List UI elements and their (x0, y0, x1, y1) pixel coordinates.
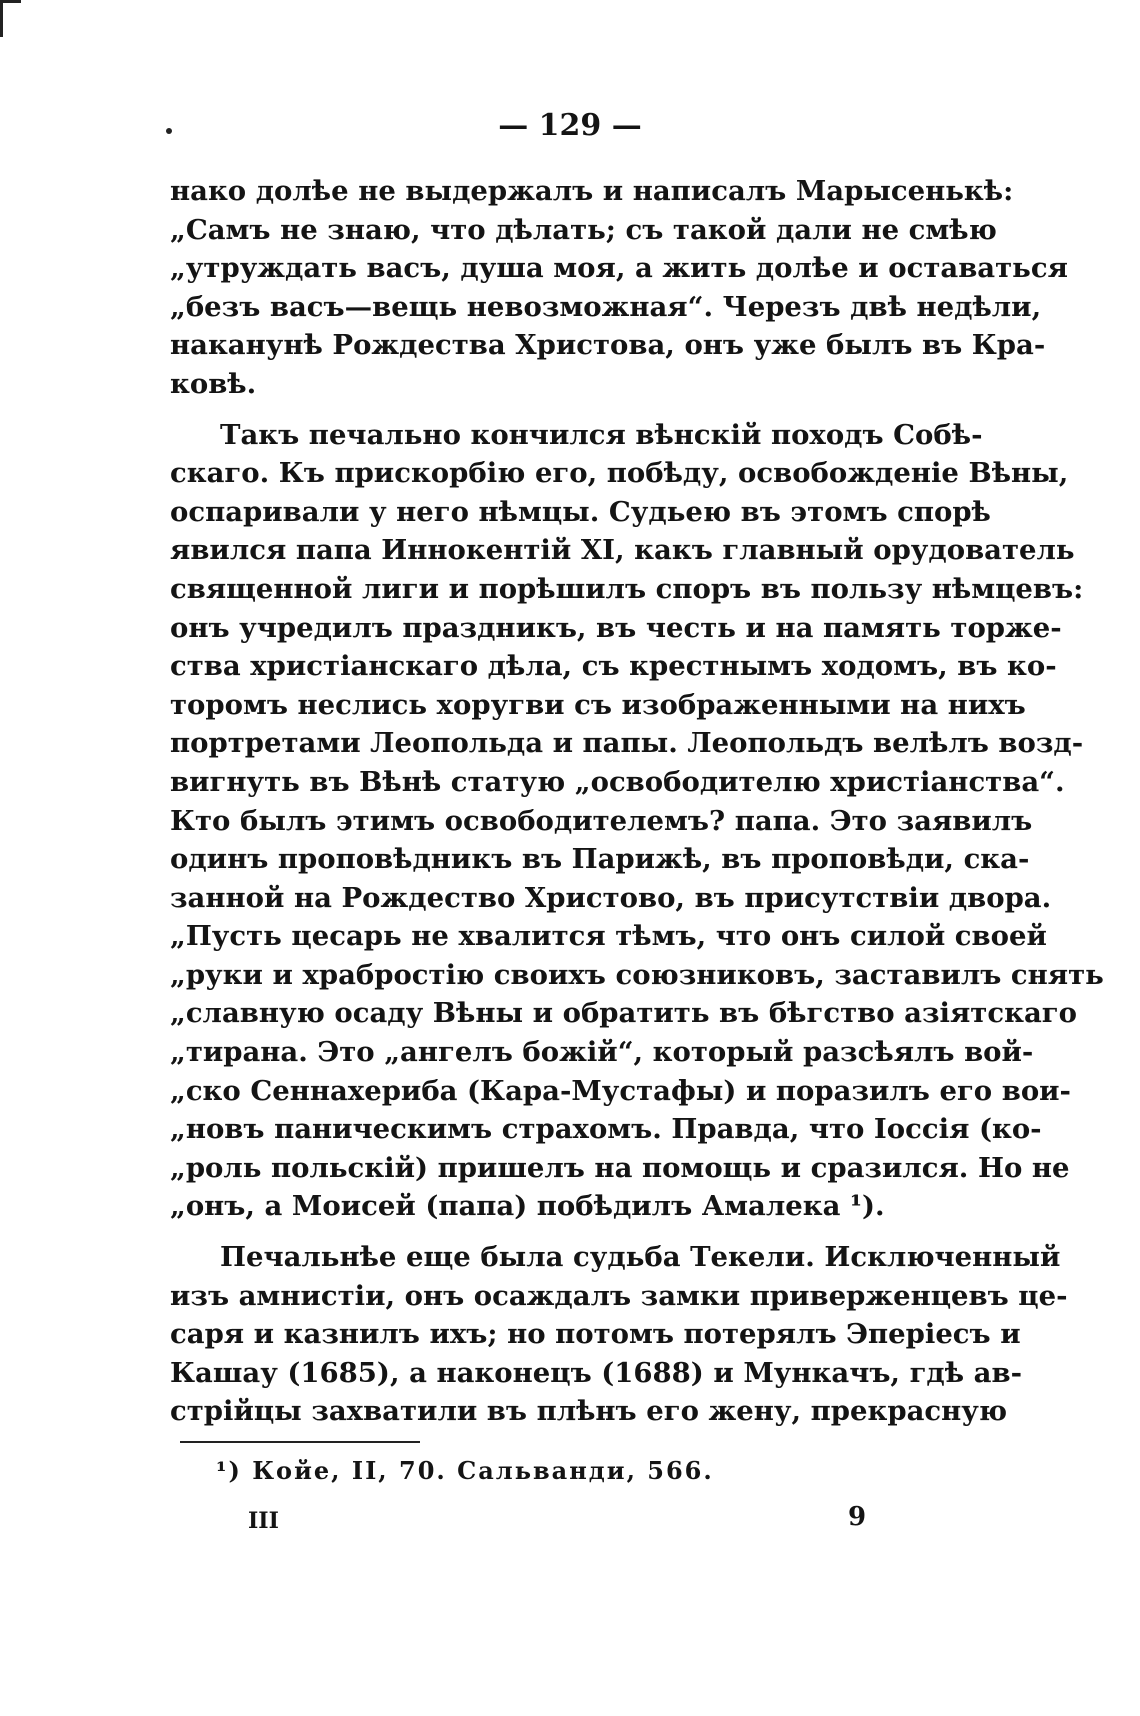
page-number-header: — 129 — (498, 108, 642, 143)
text-line: „безъ васъ—вещь невозможная“. Черезъ двѣ недѣли, (170, 290, 1042, 323)
paragraph (170, 1238, 1068, 1431)
text-line: вигнуть въ Вѣнѣ статую „освободителю христіанства“. (170, 765, 1065, 798)
text-line: „Самъ не знаю, что дѣлать; съ такой дали не смѣю (170, 213, 997, 246)
text-line: „Пусть цесарь не хвалится тѣмъ, что онъ силой своей (170, 920, 1047, 953)
text-line: скаго. Къ прискорбію его, побѣду, освобожденіе Вѣны, (170, 457, 1069, 490)
text-line: нако долѣе не выдержалъ и написалъ Марысенькѣ: (170, 175, 1014, 207)
footnote: ¹) Койе, II, 70. Сальванди, 566. (216, 1456, 714, 1485)
text-line: явился папа Иннокентій XI, какъ главный орудователь (170, 534, 1075, 567)
text-line: „онъ, а Моисей (папа) побѣдилъ Амалека ¹). (170, 1190, 885, 1223)
text-line: „славную осаду Вѣны и обратить въ бѣгство азіятскаго (170, 997, 1077, 1030)
text-line: стрійцы захватили въ плѣнъ его жену, прекрасную (170, 1395, 1008, 1428)
scan-corner-mark (0, 0, 21, 37)
text-line: „новъ паническимъ страхомъ. Правда, что Іоссія (ко- (170, 1113, 1042, 1146)
text-line: Печальнѣе еще была судьба Текели. Исключенный (220, 1241, 1061, 1274)
text-line: ковѣ. (170, 367, 257, 400)
text-line: занной на Рождество Христово, въ присутствіи двора. (170, 881, 1052, 914)
text-line: ства христіанскаго дѣла, съ крестнымъ ходомъ, въ ко- (170, 650, 1057, 683)
text-line: Кто былъ этимъ освободителемъ? папа. Это заявилъ (170, 804, 1033, 837)
paragraph (170, 416, 1104, 1226)
text-line: оспаривали у него нѣмцы. Судьею въ этомъ спорѣ (170, 495, 991, 528)
text-line: саря и казнилъ ихъ; но потомъ потерялъ Эперіесъ и (170, 1318, 1021, 1351)
footnote-divider (180, 1441, 420, 1443)
text-line: онъ учредилъ праздникъ, въ честь и на память торже- (170, 611, 1062, 644)
body-text (170, 172, 1104, 1431)
text-line: „ско Сеннахериба (Кара-Мустафы) и поразилъ его вои- (170, 1074, 1071, 1107)
text-line: Такъ печально кончился вѣнскій походъ Собѣ- (220, 418, 983, 451)
text-line: Кашау (1685), а наконецъ (1688) и Мункачъ, гдѣ ав- (170, 1356, 1023, 1389)
text-line: изъ амнистіи, онъ осаждалъ замки приверженцевъ це- (170, 1279, 1068, 1312)
signature-number: 9 (848, 1502, 867, 1532)
text-line: священной лиги и порѣшилъ споръ въ пользу нѣмцевъ: (170, 572, 1084, 605)
text-line: „роль польскій) пришелъ на помощь и сразился. Но не (170, 1151, 1070, 1184)
text-line: одинъ проповѣдникъ въ Парижѣ, въ проповѣди, ска- (170, 843, 1030, 876)
text-line: „тирана. Это „ангелъ божій“, который разсѣялъ вой- (170, 1036, 1034, 1069)
signature-mark: III (248, 1508, 279, 1534)
text-line: наканунѣ Рождества Христова, онъ уже былъ въ Кра- (170, 329, 1046, 362)
paragraph (170, 172, 1068, 404)
text-line: торомъ неслись хоругви съ изображенными на нихъ (170, 688, 1026, 721)
text-line: „руки и храбростію своихъ союзниковъ, заставилъ снять (170, 958, 1104, 991)
text-line: „утруждать васъ, душа моя, а жить долѣе и оставаться (170, 252, 1068, 285)
text-line: портретами Леопольда и папы. Леопольдъ велѣлъ возд- (170, 727, 1084, 760)
